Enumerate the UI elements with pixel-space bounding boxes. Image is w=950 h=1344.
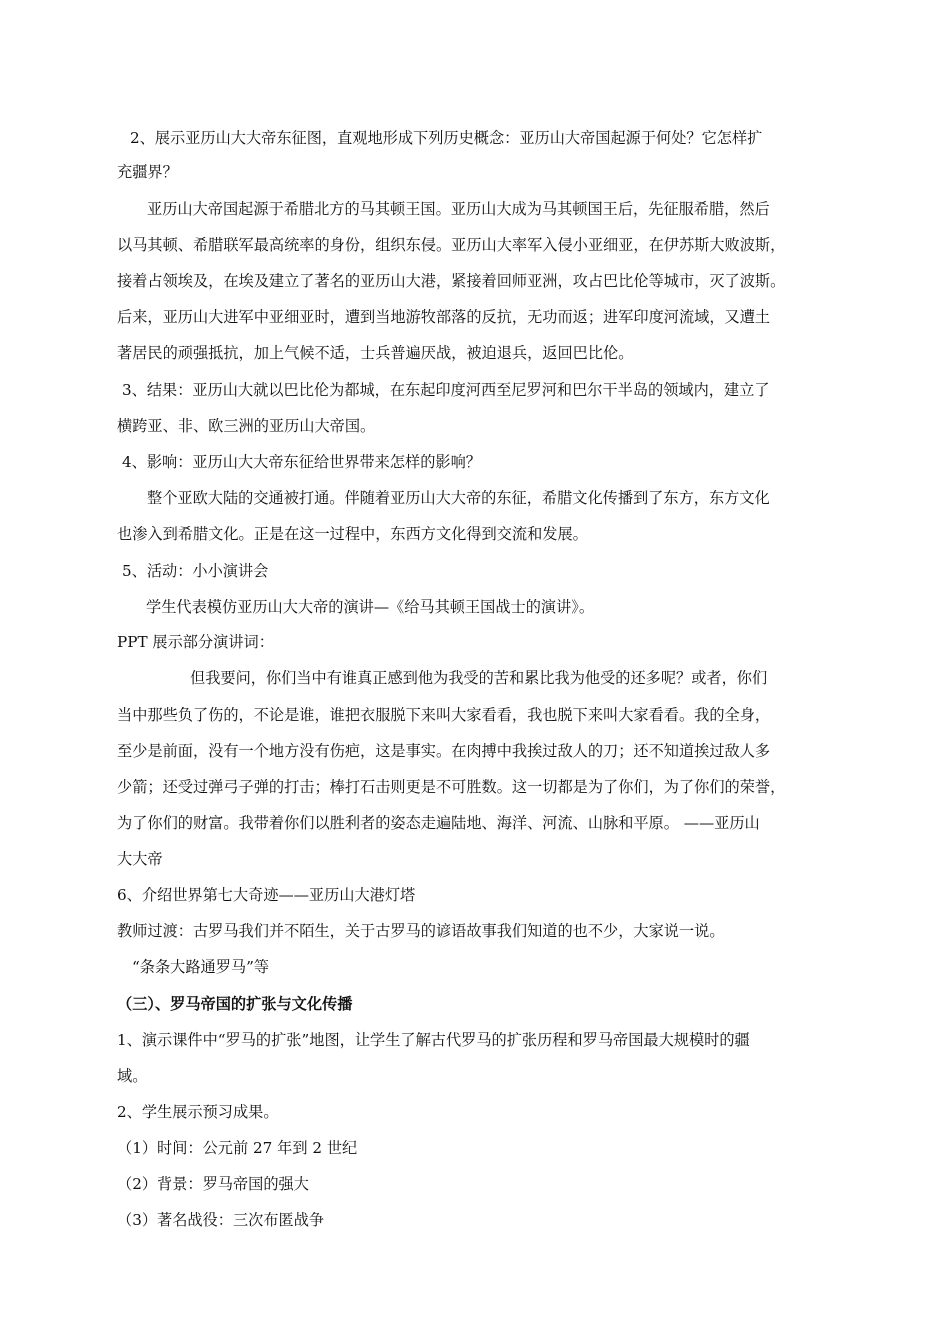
text-line-20: 为了你们的财富。我带着你们以胜利者的姿态走遍陆地、海洋、河流、山脉和平原。 ——亚历山 [117, 814, 760, 832]
text-line-2: 充疆界？ [117, 163, 178, 181]
text-line-1: 2、展示亚历山大大帝东征图，直观地形成下列历史概念：亚历山大帝国起源于何处？它怎样扩 [130, 129, 763, 147]
text-line-28: 2、学生展示预习成果。 [117, 1103, 279, 1121]
text-line-24: “条条大路通罗马”等 [132, 958, 270, 976]
section-heading: （三）、罗马帝国的扩张与文化传播 [117, 995, 353, 1013]
text-line-19: 少箭；还受过弹弓子弹的打击；棒打石击则更是不可胜数。这一切都是为了你们，为了你们的荣誉， [117, 778, 786, 796]
text-line-29: （1）时间：公元前 27 年到 2 世纪 [117, 1139, 358, 1157]
text-line-9: 横跨亚、非、欧三洲的亚历山大帝国。 [117, 417, 376, 435]
text-line-5: 接着占领埃及，在埃及建立了著名的亚历山大港，紧接着回师亚洲，攻占巴比伦等城市，灭了波斯。 [117, 272, 786, 290]
text-line-26: 1、演示课件中“罗马的扩张”地图，让学生了解古代罗马的扩张历程和罗马帝国最大规模时的疆 [117, 1031, 750, 1049]
text-line-23: 教师过渡：古罗马我们并不陌生，关于古罗马的谚语故事我们知道的也不少，大家说一说。 [117, 922, 725, 940]
text-line-10: 4、影响：亚历山大大帝东征给世界带来怎样的影响？ [122, 453, 481, 471]
text-line-6: 后来，亚历山大进军中亚细亚时，遭到当地游牧部落的反抗，无功而返；进军印度河流域，又遭土 [117, 308, 771, 326]
text-line-18: 至少是前面，没有一个地方没有伤疤，这是事实。在肉搏中我挨过敌人的刀；还不知道挨过敌人多 [117, 742, 771, 760]
text-line-8: 3、结果：亚历山大就以巴比伦为都城，在东起印度河西至尼罗河和巴尔干半岛的领域内，建立了 [122, 381, 770, 399]
text-line-27: 域。 [117, 1067, 148, 1085]
text-line-11: 整个亚欧大陆的交通被打通。伴随着亚历山大大帝的东征，希腊文化传播到了东方，东方文化 [147, 489, 770, 507]
text-line-12: 也渗入到希腊文化。正是在这一过程中，东西方文化得到交流和发展。 [117, 525, 588, 543]
text-line-13: 5、活动：小小演讲会 [122, 562, 269, 580]
text-line-4: 以马其顿、希腊联军最高统率的身份，组织东侵。亚历山大率军入侵小亚细亚，在伊苏斯大败波斯， [117, 236, 786, 254]
text-line-22: 6、介绍世界第七大奇迹——亚历山大港灯塔 [117, 886, 416, 904]
text-line-30: （2）背景：罗马帝国的强大 [117, 1175, 309, 1193]
text-line-3: 亚历山大帝国起源于希腊北方的马其顿王国。亚历山大成为马其顿国王后，先征服希腊，然后 [147, 200, 770, 218]
text-line-31: （3）著名战役：三次布匿战争 [117, 1211, 325, 1229]
text-line-17: 当中那些负了伤的，不论是谁，谁把衣服脱下来叫大家看看，我也脱下来叫大家看看。我的全身， [117, 706, 771, 724]
text-line-15: PPT 展示部分演讲词： [117, 633, 274, 651]
text-line-7: 著居民的顽强抵抗，加上气候不适，士兵普遍厌战，被迫退兵，返回巴比伦。 [117, 344, 634, 362]
text-line-16: 但我要问，你们当中有谁真正感到他为我受的苦和累比我为他受的还多呢？或者，你们 [190, 669, 768, 687]
text-line-21: 大大帝 [117, 850, 163, 868]
text-line-14: 学生代表模仿亚历山大大帝的演讲—《给马其顿王国战士的演讲》。 [146, 598, 595, 616]
